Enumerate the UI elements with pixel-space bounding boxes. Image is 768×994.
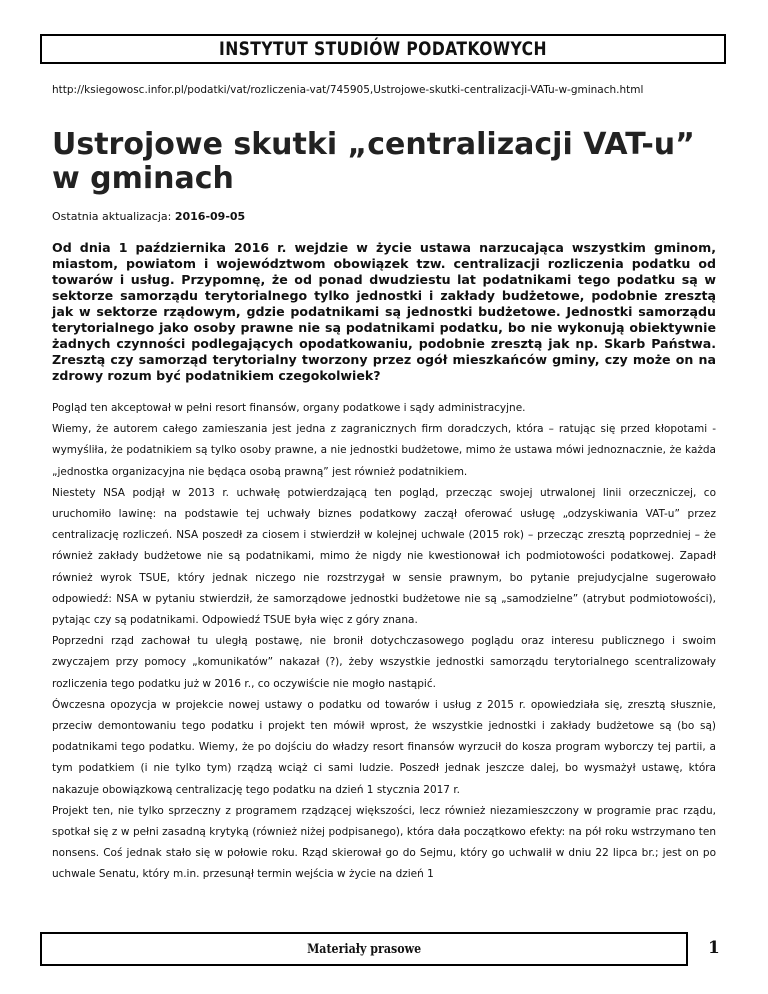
article-title: Ustrojowe skutki „centralizacji VAT-u” w gminach — [52, 127, 695, 196]
footer-label: Materiały prasowe — [306, 941, 422, 957]
paragraph: Projekt ten, nie tylko sprzeczny z programem rządzącej większości, lecz również niezamieszczony w programie prac rządu, spotkał się z w pełni zasadną krytyką (również niżej podpisanego), która dała początkowo efekty: na pół roku wstrzymano ten nonsens. Coś jednak stało się w połowie roku. Rząd skierował go do Sejmu, który go uchwalił w dniu 22 lipca br.; jest on po uchwale Senatu, który m.in. przesunął termin wejścia w życie na dzień 1 — [52, 804, 716, 881]
article-body — [52, 398, 716, 886]
paragraph: Wiemy, że autorem całego zamieszania jest jedna z zagranicznych firm doradczych, która – ratując się przed kłopotami - wymyśliła, że podatnikiem są tylko osoby prawne, a nie jednostki budżetowe, mimo że ustawa mówi jednoznacznie, że każda „jednostka organizacyjna nie będąca osobą prawną” jest również podatnikiem. — [52, 423, 716, 478]
last-updated-label: Ostatnia aktualizacja: — [52, 210, 175, 223]
footer-box — [40, 932, 688, 966]
paragraph: Pogląd ten akceptował w pełni resort finansów, organy podatkowe i sądy administracyjne. — [52, 402, 526, 414]
article-lead: Od dnia 1 października 2016 r. wejdzie w życie ustawa narzucająca wszystkim gminom, miastom, powiatom i województwom obowiązek tzw. centralizacji rozliczenia podatku od towarów i usług. Przypomnę, że od ponad dwudziestu lat podatnikami tego podatku są w sektorze samorządu terytorialnego tylko jednostki i zakłady budżetowe, podobnie zresztą jak w sektorze rządowym, gdzie podatnikami są jednostki budżetowe. Jednostki samorządu terytorialnego jako osoby prawne nie są podatnikami podatku, bo nie wykonują obiektywnie żadnych czynności podlegających opodatkowaniu, podobnie zresztą jak np. Skarb Państwa. Zresztą czy samorząd terytorialny tworzony przez ogół mieszkańców gminy, czy może on na zdrowy rozum być podatnikiem czegokolwiek? — [52, 240, 716, 383]
paragraph: Ówczesna opozycja w projekcie nowej ustawy o podatku od towarów i usług z 2015 r. opowiedziała się, zresztą słusznie, przeciw demontowaniu tego podatku i projekt ten mówił wprost, że wszystkie jednostki i zakłady budżetowe są (bo są) podatnikami tego podatku. Wiemy, że po dojściu do władzy resort finansów wyrzucił do kosza program wyborczy tej partii, a tym podatkiem (i nie tylko tym) rządzą wciąż ci sami ludzie. Poszedł jednak jeszcze dalej, bo wysmażył ustawę, która nakazuje obowiązkową centralizację tego podatku na dzień 1 stycznia 2017 r. — [52, 698, 716, 796]
paragraph: Niestety NSA podjął w 2013 r. uchwałę potwierdzającą ten pogląd, przecząc swojej utrwalonej linii orzeczniczej, co uruchomiło lawinę: na podstawie tej uchwały biznes podatkowy zaczął oferować usługę „odzyskiwania VAT-u” przez centralizację rozliczeń. NSA poszedł za ciosem i stwierdził w kolejnej uchwale (2015 rok) – przecząc zresztą poprzedniej – że również zakłady budżetowe nie są podatnikami, mimo że nigdy nie kwestionował ich podmiotowości podatkowej. Zapadł również wyrok TSUE, który jednak niczego nie rozstrzygał w sensie prawnym, bo pytanie prejudycjalne sugerowało odpowiedź: NSA w pytaniu stwierdził, że samorządowe jednostki budżetowe nie są „samodzielne” (atrybut podmiotowości), pytając czy są podatnikami. Odpowiedź TSUE była więc z góry znana. — [52, 486, 716, 627]
header-box — [40, 34, 726, 64]
page-number: 1 — [708, 938, 720, 958]
source-url: http://ksiegowosc.infor.pl/podatki/vat/rozliczenia-vat/745905,Ustrojowe-skutki-centralizacji-VATu-w-gminach.html — [52, 84, 644, 96]
last-updated-date: 2016-09-05 — [174, 210, 246, 223]
paragraph: Poprzedni rząd zachował tu uległą postawę, nie bronił dotychczasowego poglądu oraz interesu publicznego i swoim zwyczajem przy pomocy „komunikatów” nakazał (?), żeby wszystkie jednostki samorządu terytorialnego scentralizowały rozliczenia tego podatku już w 2016 r., co oczywiście nie mogło nastąpić. — [52, 635, 716, 690]
institution-title: INSTYTUT STUDIÓW PODATKOWYCH — [219, 38, 547, 60]
last-updated — [52, 210, 245, 223]
